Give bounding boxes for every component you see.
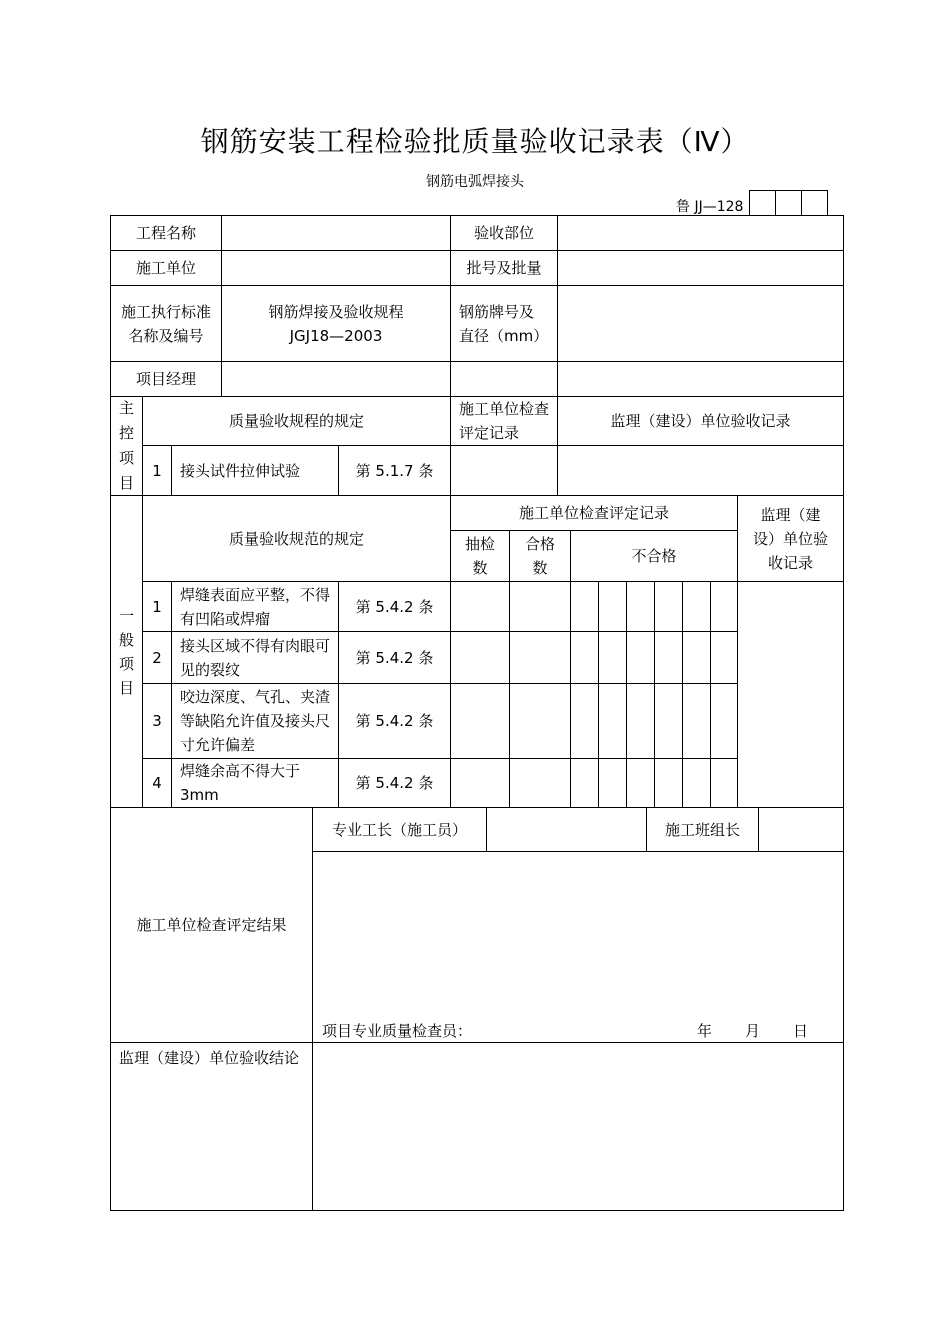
label-project-manager: 项目经理	[110, 361, 222, 397]
label-exec-standard: 施工执行标准名称及编号	[110, 285, 222, 362]
pass-count-field[interactable]	[509, 758, 571, 808]
rebar-grade-field[interactable]	[557, 285, 844, 362]
fail-cell[interactable]	[654, 631, 683, 684]
acceptance-part-field[interactable]	[557, 215, 844, 251]
general-item-no: 1	[142, 581, 172, 632]
pass-count-field[interactable]	[509, 683, 571, 759]
main-item-desc: 接头试件拉伸试验	[171, 445, 339, 496]
date-day: 日	[793, 1022, 809, 1040]
general-item-desc: 焊缝表面应平整，不得有凹陷或焊瘤	[171, 581, 339, 632]
main-item-no: 1	[142, 445, 172, 496]
fail-cell[interactable]	[626, 581, 655, 632]
form-subtitle: 钢筋电弧焊接头	[426, 174, 524, 190]
code-box-1[interactable]	[749, 190, 776, 216]
conclusion-label: 监理（建设）单位验收结论	[110, 1042, 313, 1211]
pass-count-header: 合格数	[509, 530, 571, 582]
exec-standard-value: 钢筋焊接及验收规程 JGJ18—2003	[221, 285, 451, 362]
fail-cell[interactable]	[626, 683, 655, 759]
main-supervision-header: 监理（建设）单位验收记录	[557, 396, 844, 446]
fail-cell[interactable]	[570, 683, 599, 759]
team-leader-label: 施工班组长	[646, 807, 759, 852]
fail-cell[interactable]	[570, 581, 599, 632]
general-item-no: 3	[142, 683, 172, 759]
project-manager-field[interactable]	[221, 361, 451, 397]
general-item-desc: 焊缝余高不得大于3mm	[171, 758, 339, 808]
fail-cell[interactable]	[598, 683, 627, 759]
general-check-header: 施工单位检查评定记录	[450, 495, 738, 531]
sample-count-field[interactable]	[450, 631, 510, 684]
label-project-name: 工程名称	[110, 215, 222, 251]
pass-count-field[interactable]	[509, 631, 571, 684]
label-rebar-grade: 钢筋牌号及直径（mm）	[450, 285, 558, 362]
fail-cell[interactable]	[626, 631, 655, 684]
sample-count-field[interactable]	[450, 758, 510, 808]
fail-cell[interactable]	[710, 581, 738, 632]
empty-cell	[557, 361, 844, 397]
foreman-label: 专业工长（施工员）	[312, 807, 487, 852]
label-batch-no: 批号及批量	[450, 250, 558, 286]
fail-cell[interactable]	[682, 631, 711, 684]
general-item-clause: 第 5.4.2 条	[338, 683, 451, 759]
form-code: 鲁 JJ—128	[676, 199, 744, 215]
code-box-2[interactable]	[775, 190, 802, 216]
empty-cell	[450, 361, 558, 397]
team-leader-field[interactable]	[758, 807, 844, 852]
code-box-3[interactable]	[801, 190, 828, 216]
sample-count-header: 抽检数	[450, 530, 510, 582]
inspector-label: 项目专业质量检查员：	[322, 1022, 473, 1040]
fail-cell[interactable]	[570, 631, 599, 684]
result-label: 施工单位检查评定结果	[110, 807, 313, 1043]
main-spec-header: 质量验收规程的规定	[142, 396, 451, 446]
general-item-no: 4	[142, 758, 172, 808]
general-item-desc: 咬边深度、气孔、夹渣等缺陷允许值及接头尺寸允许偏差	[171, 683, 339, 759]
general-label: 一般项目	[110, 495, 143, 808]
form-title: 钢筋安装工程检验批质量验收记录表（Ⅳ）	[200, 125, 750, 158]
sample-count-field[interactable]	[450, 683, 510, 759]
fail-cell[interactable]	[598, 631, 627, 684]
fail-cell[interactable]	[570, 758, 599, 808]
fail-cell[interactable]	[710, 683, 738, 759]
pass-count-field[interactable]	[509, 581, 571, 632]
foreman-field[interactable]	[486, 807, 647, 852]
general-spec-header: 质量验收规范的规定	[142, 495, 451, 582]
general-supervision-field[interactable]	[737, 581, 844, 808]
main-check-header: 施工单位检查评定记录	[450, 396, 558, 446]
fail-header: 不合格	[570, 530, 738, 582]
fail-cell[interactable]	[682, 683, 711, 759]
general-item-clause: 第 5.4.2 条	[338, 758, 451, 808]
conclusion-field[interactable]	[312, 1042, 844, 1211]
fail-cell[interactable]	[710, 631, 738, 684]
fail-cell[interactable]	[682, 581, 711, 632]
general-item-clause: 第 5.4.2 条	[338, 631, 451, 684]
general-supervision-header: 监理（建设）单位验收记录	[737, 495, 844, 582]
main-item-clause: 第 5.1.7 条	[338, 445, 451, 496]
label-construction-unit: 施工单位	[110, 250, 222, 286]
general-item-clause: 第 5.4.2 条	[338, 581, 451, 632]
project-name-field[interactable]	[221, 215, 451, 251]
fail-cell[interactable]	[598, 758, 627, 808]
result-field[interactable]	[312, 851, 844, 1043]
construction-unit-field[interactable]	[221, 250, 451, 286]
fail-cell[interactable]	[598, 581, 627, 632]
general-item-desc: 接头区域不得有肉眼可见的裂纹	[171, 631, 339, 684]
batch-no-field[interactable]	[557, 250, 844, 286]
fail-cell[interactable]	[654, 758, 683, 808]
fail-cell[interactable]	[654, 683, 683, 759]
label-acceptance-part: 验收部位	[450, 215, 558, 251]
date-month: 月	[745, 1022, 761, 1040]
main-item-supervision-field[interactable]	[557, 445, 844, 496]
fail-cell[interactable]	[682, 758, 711, 808]
general-item-no: 2	[142, 631, 172, 684]
sample-count-field[interactable]	[450, 581, 510, 632]
fail-cell[interactable]	[710, 758, 738, 808]
main-item-check-field[interactable]	[450, 445, 558, 496]
date-year: 年	[697, 1022, 713, 1040]
main-control-label: 主控项目	[110, 396, 143, 496]
fail-cell[interactable]	[626, 758, 655, 808]
fail-cell[interactable]	[654, 581, 683, 632]
